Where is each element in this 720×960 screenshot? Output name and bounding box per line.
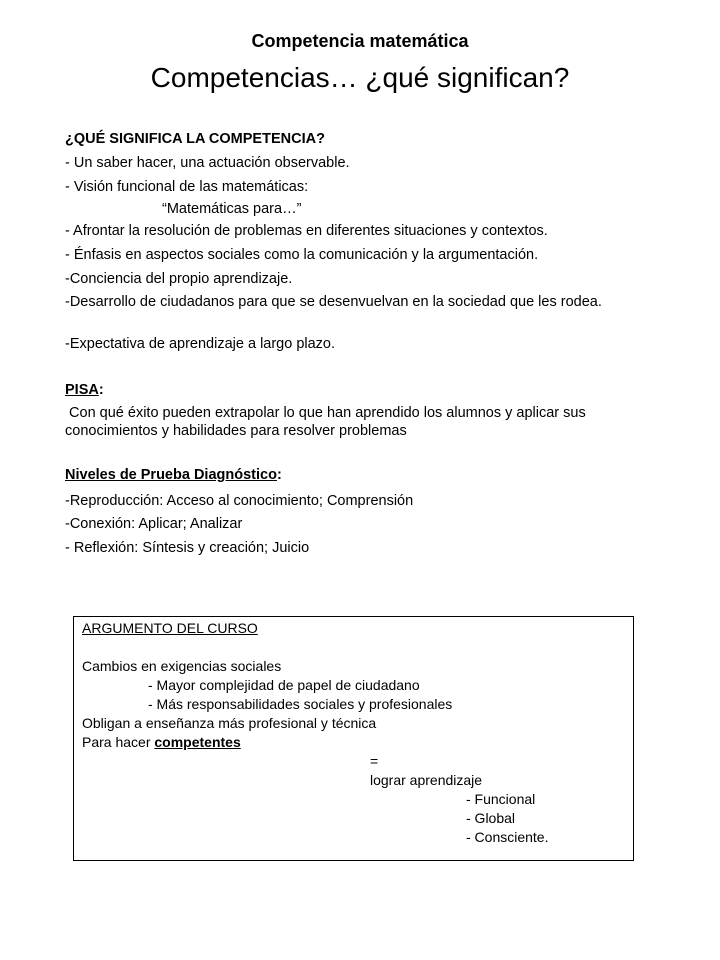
list-item: - Énfasis en aspectos sociales como la comunicación y la argumentación. xyxy=(65,247,539,263)
competencia-heading: ¿QUÉ SIGNIFICA LA COMPETENCIA? xyxy=(65,131,325,147)
box-line: - Mayor complejidad de papel de ciudadano xyxy=(148,677,420,693)
list-item: -Conexión: Aplicar; Analizar xyxy=(65,516,243,532)
pisa-heading-colon: : xyxy=(98,382,104,398)
competentes-emphasis: competentes xyxy=(154,734,241,750)
list-item: -Expectativa de aprendizaje a largo plazo. xyxy=(65,336,336,352)
niveles-heading xyxy=(65,466,645,484)
box-line-prefix: Para hacer xyxy=(82,734,155,750)
page-title: Competencias… ¿qué significan? xyxy=(150,62,570,93)
list-item: - Visión funcional de las matemáticas: xyxy=(65,179,309,195)
argumento-heading: ARGUMENTO DEL CURSO xyxy=(82,620,258,636)
page-kicker: Competencia matemática xyxy=(251,31,469,51)
box-line: lograr aprendizaje xyxy=(370,772,483,788)
list-item: - Afrontar la resolución de problemas en diferentes situaciones y contextos. xyxy=(65,223,548,239)
box-line: - Más responsabilidades sociales y profesionales xyxy=(148,696,453,712)
list-item: - Consciente. xyxy=(466,829,549,845)
box-line: Obligan a enseñanza más profesional y técnica xyxy=(82,715,377,731)
list-item: “Matemáticas para…” xyxy=(162,201,302,217)
list-item: - Reflexión: Síntesis y creación; Juicio xyxy=(65,540,310,556)
niveles-heading-label: Niveles de Prueba Diagnóstico xyxy=(65,467,277,483)
niveles-heading-colon: : xyxy=(276,467,282,483)
equals-sign: = xyxy=(370,753,379,769)
list-item: - Un saber hacer, una actuación observable. xyxy=(65,155,350,171)
pisa-heading-label: PISA xyxy=(65,382,99,398)
list-item: -Reproducción: Acceso al conocimiento; Comprensión xyxy=(65,493,414,509)
box-line xyxy=(82,733,241,752)
argumento-box xyxy=(73,616,634,861)
box-line: Cambios en exigencias sociales xyxy=(82,658,282,674)
list-item: - Funcional xyxy=(466,791,536,807)
pisa-text: Con qué éxito pueden extrapolar lo que han aprendido los alumnos y aplicar sus conocimientos y habilidades para resolver problemas xyxy=(65,405,590,439)
list-item: - Global xyxy=(466,810,516,826)
list-item: -Desarrollo de ciudadanos para que se desenvuelvan en la sociedad que les rodea. xyxy=(65,294,602,310)
pisa-heading xyxy=(65,381,645,399)
list-item: -Conciencia del propio aprendizaje. xyxy=(65,271,293,287)
